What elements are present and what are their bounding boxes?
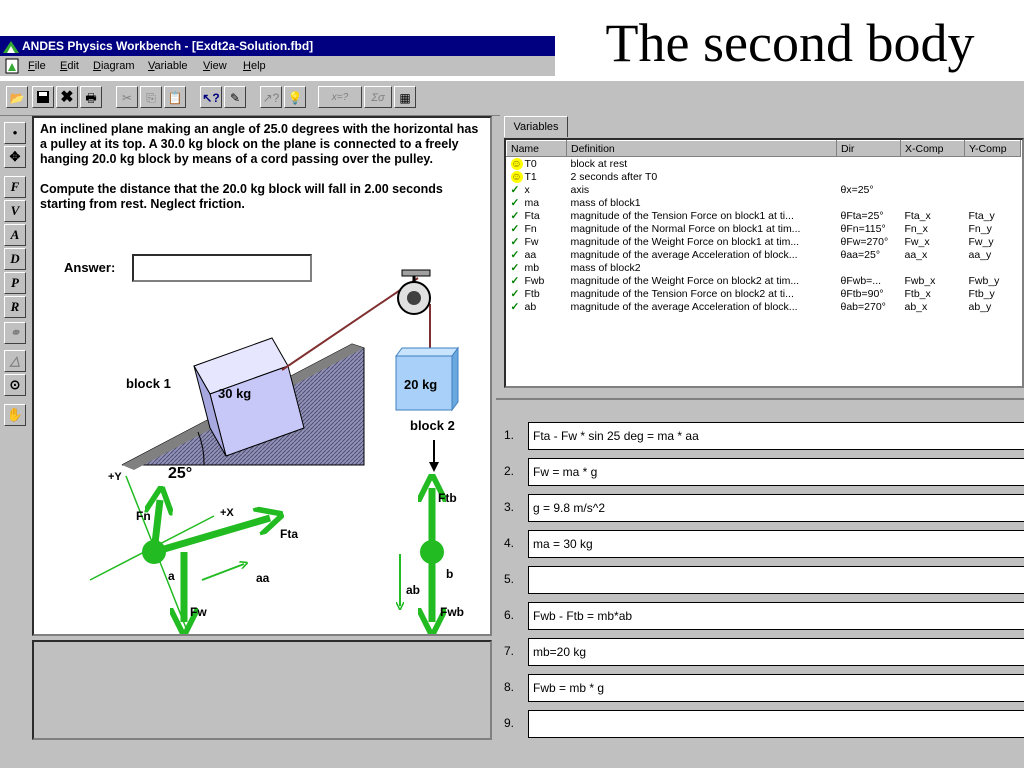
check-icon: ✓ [510,261,520,274]
variable-def-cell: mass of block1 [570,196,641,209]
check-icon: ✓ [510,183,520,196]
variable-name-cell [507,209,567,222]
clock-tool-icon[interactable]: ⊙ [4,374,26,396]
menu-diagram[interactable]: Diagram [93,60,135,72]
table-row[interactable] [507,170,1021,183]
menu-variable[interactable]: Variable [148,60,188,72]
fbd2-b-label: b [446,567,454,581]
problem-diagram [34,118,490,634]
variable-y-cell: Fw_y [968,235,994,248]
displacement-tool-icon[interactable]: D [4,248,26,270]
variables-pane [500,114,1024,394]
equation-input-9[interactable] [528,710,1024,738]
fbd1-y-axis-label: +Y [108,471,122,483]
fbd1-fta-label: Fta [280,527,298,541]
variable-def-cell: magnitude of the Tension Force on block1 at ti... [570,209,794,222]
menu-edit[interactable]: Edit [60,60,79,72]
variable-y-cell [965,196,1021,209]
fbd2-fwb-label: Fwb [440,605,464,619]
variable-name: ma [524,196,540,209]
variable-name-cell [507,287,567,300]
fbd1-fw-label: Fw [190,605,207,619]
equation-input-5[interactable] [528,566,1024,594]
variable-name: mb [524,261,540,274]
equation-input-8[interactable]: Fwb = mb * g [528,674,1024,702]
copy-icon[interactable]: ⎘ [140,86,162,108]
equation-number: 3. [504,500,515,514]
fbd2-ab-label: ab [406,583,421,597]
variable-name-cell [507,261,567,274]
variable-name: Fwb [524,274,545,287]
equations-pane [496,398,1024,742]
variable-def-cell: magnitude of the average Acceleration of block... [570,248,798,261]
force-tool-icon[interactable]: F [4,176,26,198]
check-icon: ✓ [510,248,520,261]
variable-x-cell: ab_x [904,300,928,313]
variable-y-cell: Fwb_y [968,274,1000,287]
variable-x-cell: Fn_x [904,222,928,235]
variable-name-cell [507,157,567,171]
momentum-tool-icon[interactable]: P [4,272,26,294]
variable-name: T0 [524,157,537,170]
variable-name-cell [507,300,567,313]
equation-number: 2. [504,464,515,478]
fbd1-aa-label: aa [256,571,270,585]
equation-number: 6. [504,608,515,622]
variable-name: Fta [524,209,540,222]
fbd1-fn-label: Fn [136,509,151,523]
table-row[interactable] [507,157,1021,171]
variable-x-cell [901,261,965,274]
variable-name-cell [507,170,567,183]
check-icon: ✓ [510,209,520,222]
smiley-icon: ☺ [511,157,522,170]
column-header-dir[interactable]: Dir [837,141,901,157]
variables-table [506,140,1021,313]
table-row[interactable] [507,235,1021,248]
column-header-y-comp[interactable]: Y-Comp [965,141,1021,157]
variable-def-cell: magnitude of the Normal Force on block1 at tim... [570,222,801,235]
fbd1-a-label: a [168,569,175,583]
variable-y-cell: ab_y [968,300,992,313]
table-row[interactable] [507,209,1021,222]
delete-icon[interactable]: ✖ [56,86,78,108]
variable-dir-cell [837,196,901,209]
equation-number: 8. [504,680,515,694]
menu-file[interactable]: File [28,60,46,72]
variable-x-cell [901,196,965,209]
variable-def-cell: magnitude of the Weight Force on block2 at tim... [570,274,800,287]
variable-dir-cell: θx=25° [840,183,874,196]
equation-number: 4. [504,536,515,550]
variable-y-cell [965,183,1021,196]
table-row[interactable] [507,248,1021,261]
menu-bar [0,56,555,76]
variable-name: ab [524,300,537,313]
link-tool-icon[interactable]: ⚭ [4,322,26,344]
fbd2-ftb-label: Ftb [438,491,457,505]
variables-table-container [504,138,1024,388]
variable-dir-cell: θFtb=90° [840,287,884,300]
variable-y-cell: Ftb_y [968,287,995,300]
variable-x-cell [901,157,965,171]
column-header-x-comp[interactable]: X-Comp [901,141,965,157]
variable-dir-cell: θFwb=... [840,274,882,287]
equation-number: 7. [504,644,515,658]
print-icon[interactable]: 🖶 [80,86,102,108]
point-tool-icon[interactable]: • [4,122,26,144]
variable-name: aa [524,248,537,261]
help-icon[interactable]: ↖? [200,86,222,108]
table-row[interactable] [507,183,1021,196]
variable-y-cell [965,170,1021,183]
variable-name: Ftb [524,287,540,300]
variable-def-cell: mass of block2 [570,261,641,274]
menu-view[interactable]: View [203,60,227,72]
variable-name: Fn [524,222,537,235]
equation-input-6[interactable]: Fwb - Ftb = mb*ab [528,602,1024,630]
variable-dir-cell: θab=270° [840,300,886,313]
variable-y-cell [965,157,1021,171]
window-titlebar[interactable] [0,36,555,56]
variable-def-cell: magnitude of the average Acceleration of block... [570,300,798,313]
equation-input-1[interactable]: Fta - Fw * sin 25 deg = ma * aa [528,422,1024,450]
drawing-tools-palette [0,116,28,736]
slide-title: The second body [605,13,975,73]
variable-x-cell: Fta_x [904,209,931,222]
relative-position-tool-icon[interactable]: R [4,296,26,318]
variable-name: Fw [524,235,539,248]
check-icon: ✓ [510,222,520,235]
variable-x-cell: Fwb_x [904,274,936,287]
equation-number: 1. [504,428,515,442]
free-body-diagram-2 [400,488,444,622]
equation-input-3[interactable]: g = 9.8 m/s^2 [528,494,1024,522]
equation-input-4[interactable]: ma = 30 kg [528,530,1024,558]
variable-name-cell [507,274,567,287]
variable-name-cell [507,235,567,248]
variable-dir-cell [837,157,901,171]
table-row[interactable] [507,300,1021,313]
block1-mass: 30 kg [218,386,252,401]
document-icon[interactable] [4,58,20,74]
edit-icon[interactable]: ✎ [224,86,246,108]
table-row[interactable] [507,222,1021,235]
variable-dir-cell: θaa=25° [840,248,881,261]
cut-icon[interactable]: ✂ [116,86,138,108]
fbd1-x-axis-label: +X [220,507,234,519]
angle-label: 25° [168,465,193,482]
variable-x-cell [901,170,965,183]
variable-def-cell: 2 seconds after T0 [570,170,658,183]
acceleration-tool-icon[interactable]: A [4,224,26,246]
check-icon: ✓ [510,274,520,287]
angle-tool-icon[interactable]: △ [4,350,26,372]
variable-y-cell: Fn_y [968,222,992,235]
block2-mass: 20 kg [404,377,438,392]
variable-x-cell: Fw_x [904,235,930,248]
hint-icon[interactable]: ↗? [260,86,282,108]
equation-number: 5. [504,572,515,586]
paste-icon[interactable]: 📋 [164,86,186,108]
variable-dir-cell: θFta=25° [840,209,884,222]
solve-icon[interactable]: x=? [318,86,362,108]
table-row[interactable] [507,287,1021,300]
variable-dir-cell [837,261,901,274]
variable-dir-cell [837,170,901,183]
variable-name-cell [507,196,567,209]
equation-input-2[interactable]: Fw = ma * g [528,458,1024,486]
hint-pane [32,640,492,740]
problem-pane [32,116,492,636]
save-icon[interactable] [32,86,54,108]
table-row[interactable] [507,196,1021,209]
variable-dir-cell: θFw=270° [840,235,889,248]
check-icon: ✓ [510,235,520,248]
pulley-icon [398,270,430,314]
variable-name-cell [507,183,567,196]
free-body-diagram-1 [90,476,270,628]
variable-x-cell [901,183,965,196]
variable-def-cell: magnitude of the Tension Force on block2 at ti... [570,287,794,300]
variable-def-cell: magnitude of the Weight Force on block1 at tim... [570,235,800,248]
block1-label: block 1 [126,376,171,391]
variable-def-cell: block at rest [570,157,628,170]
variable-y-cell: Fta_y [968,209,995,222]
table-row[interactable] [507,261,1021,274]
variable-dir-cell: θFn=115° [840,222,886,235]
check-icon: ✓ [510,287,520,300]
table-row[interactable] [507,274,1021,287]
calc-icon[interactable]: ▦ [394,86,416,108]
smiley-icon: ☺ [511,170,522,183]
variable-name: T1 [524,170,537,183]
variable-name-cell [507,222,567,235]
variable-name-cell [507,248,567,261]
variable-x-cell: Ftb_x [904,287,931,300]
variable-def-cell: axis [570,183,590,196]
variables-table-header [507,141,1021,157]
variable-name: x [524,183,530,196]
variable-y-cell: aa_y [968,248,992,261]
menu-help[interactable]: Help [243,60,266,72]
equation-number: 9. [504,716,515,730]
stop-hand-icon[interactable]: ✋ [4,404,26,426]
andes-app-icon [3,39,19,53]
problem-description: An inclined plane making an angle of 25.0 degrees with the horizontal has a pulley at its top. A 30.0 kg block on the plane is connected to a freely hanging 20.0 kg block by means of a cord passing over the pulley. [40,122,479,166]
velocity-tool-icon[interactable]: V [4,200,26,222]
answer-label: Answer: [64,260,116,275]
open-icon[interactable]: 📂 [6,86,28,108]
check-icon: ✓ [510,300,520,313]
check-icon: ✓ [510,196,520,209]
column-header-name[interactable]: Name [507,141,567,157]
sum-icon[interactable]: Σσ [364,86,392,108]
variable-y-cell [965,261,1021,274]
variable-x-cell: aa_x [904,248,928,261]
toolbar [0,80,1024,116]
tab-variables[interactable]: Variables [504,116,568,137]
lightbulb-icon[interactable]: 💡 [284,86,306,108]
problem-question: Compute the distance that the 20.0 kg block will fall in 2.00 seconds starting from rest. Neglect friction. [40,182,443,211]
equation-input-7[interactable]: mb=20 kg [528,638,1024,666]
window-title: ANDES Physics Workbench - [Exdt2a-Solution.fbd] [22,39,314,53]
column-header-definition[interactable]: Definition [567,141,837,157]
axes-tool-icon[interactable]: ✥ [4,146,26,168]
block2-label: block 2 [410,418,455,433]
